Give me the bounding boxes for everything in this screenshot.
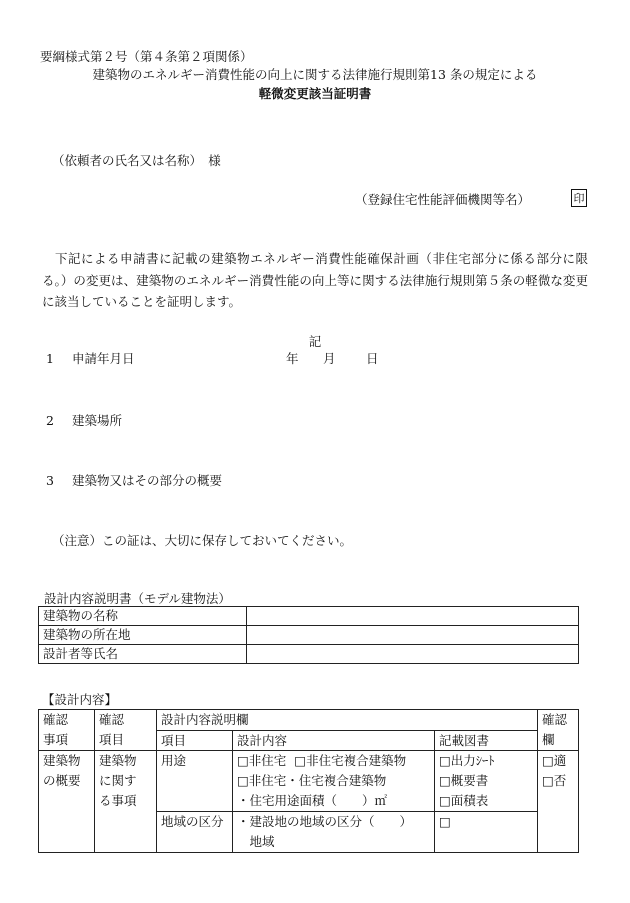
checkbox-nonconform[interactable]: □否 xyxy=(542,773,567,788)
document-title: 軽微変更該当証明書 xyxy=(258,86,372,101)
seal-box: 印 xyxy=(571,189,587,207)
item-1-number: 1 xyxy=(46,351,54,366)
header-confirm: 確認 欄 xyxy=(538,710,579,751)
item-3-label: 建築物又はその部分の概要 xyxy=(72,473,223,488)
header-check-item: 確認 事項 xyxy=(39,710,95,751)
ki-heading: 記 xyxy=(308,334,322,349)
design-content-table xyxy=(38,709,579,853)
table-cell-value xyxy=(247,645,579,664)
table-cell-value xyxy=(247,607,579,626)
checkbox-output-sheet[interactable]: □出力ｼｰﾄ xyxy=(439,753,495,768)
item-1-year: 年 xyxy=(286,351,299,366)
category-cell: 建築物 の概要 xyxy=(39,751,95,853)
table-row xyxy=(39,626,579,645)
item-2-label: 建築場所 xyxy=(72,413,123,428)
checkbox-non-residential-mixed[interactable]: □非住宅複合建築物 xyxy=(294,753,407,768)
table-cell-label: 設計者等氏名 xyxy=(39,645,247,664)
table-row xyxy=(39,607,579,626)
header-drawings: 記載図書 xyxy=(435,730,538,751)
checkbox-non-residential[interactable]: □非住宅 xyxy=(237,753,287,768)
checkbox-region-drawing[interactable]: □ xyxy=(439,814,451,829)
table-row xyxy=(39,751,579,812)
item-3-number: 3 xyxy=(46,473,54,488)
certification-text: 下記による申請書に記載の建築物エネルギー消費性能確保計画（非住宅部分に係る部分に限る。）の変更は、建築物のエネルギー消費性能の向上等に関する法律施行規則第５条の軽微な変更に該当していることを証明します。 xyxy=(42,251,588,309)
item-2-number: 2 xyxy=(46,413,54,428)
notice-text: （注意）この証は、大切に保存しておいてください。 xyxy=(52,533,353,548)
table-row xyxy=(39,710,579,731)
requester-line: （依頼者の氏名又は名称） 様 xyxy=(52,153,221,168)
header-check-subitem: 確認 項目 xyxy=(95,710,157,751)
region-content-cell: ・建設地の地域の区分（ ） 地域 xyxy=(233,812,435,853)
item-1-label: 申請年月日 xyxy=(72,351,135,366)
item-1-day: 日 xyxy=(366,351,379,366)
header-item: 項目 xyxy=(157,730,233,751)
form-label: 要綱様式第２号（第４条第２項関係） xyxy=(40,49,253,64)
region-item-cell: 地域の区分 xyxy=(157,812,233,853)
issuer-org-line: （登録住宅性能評価機関等名） xyxy=(355,192,531,207)
confirm-cell xyxy=(538,751,579,853)
table-cell-label: 建築物の所在地 xyxy=(39,626,247,645)
header-content: 設計内容 xyxy=(233,730,435,751)
use-drawings-cell xyxy=(435,751,538,812)
subcategory-cell: 建築物 に関す る事項 xyxy=(95,751,157,853)
model-table-title: 設計内容説明書（モデル建物法） xyxy=(44,591,231,606)
residential-area-line: ・住宅用途面積（ ）㎡ xyxy=(237,793,388,808)
table-cell-value xyxy=(247,626,579,645)
checkbox-area-table[interactable]: □面積表 xyxy=(439,793,489,808)
use-item-cell: 用途 xyxy=(157,751,233,812)
table-row xyxy=(39,645,579,664)
model-info-table xyxy=(38,606,579,664)
header-description-column: 設計内容説明欄 xyxy=(157,710,538,731)
item-1-month: 月 xyxy=(323,351,336,366)
checkbox-summary-doc[interactable]: □概要書 xyxy=(439,773,489,788)
legal-basis-line: 建築物のエネルギー消費性能の向上に関する法律施行規則第13 条の規定による xyxy=(92,67,538,82)
design-section-title: 【設計内容】 xyxy=(42,692,118,707)
use-content-cell xyxy=(233,751,435,812)
checkbox-conform[interactable]: □適 xyxy=(542,753,567,768)
checkbox-mixed-residential[interactable]: □非住宅・住宅複合建築物 xyxy=(237,773,387,788)
table-cell-label: 建築物の名称 xyxy=(39,607,247,626)
region-drawings-cell xyxy=(435,812,538,853)
